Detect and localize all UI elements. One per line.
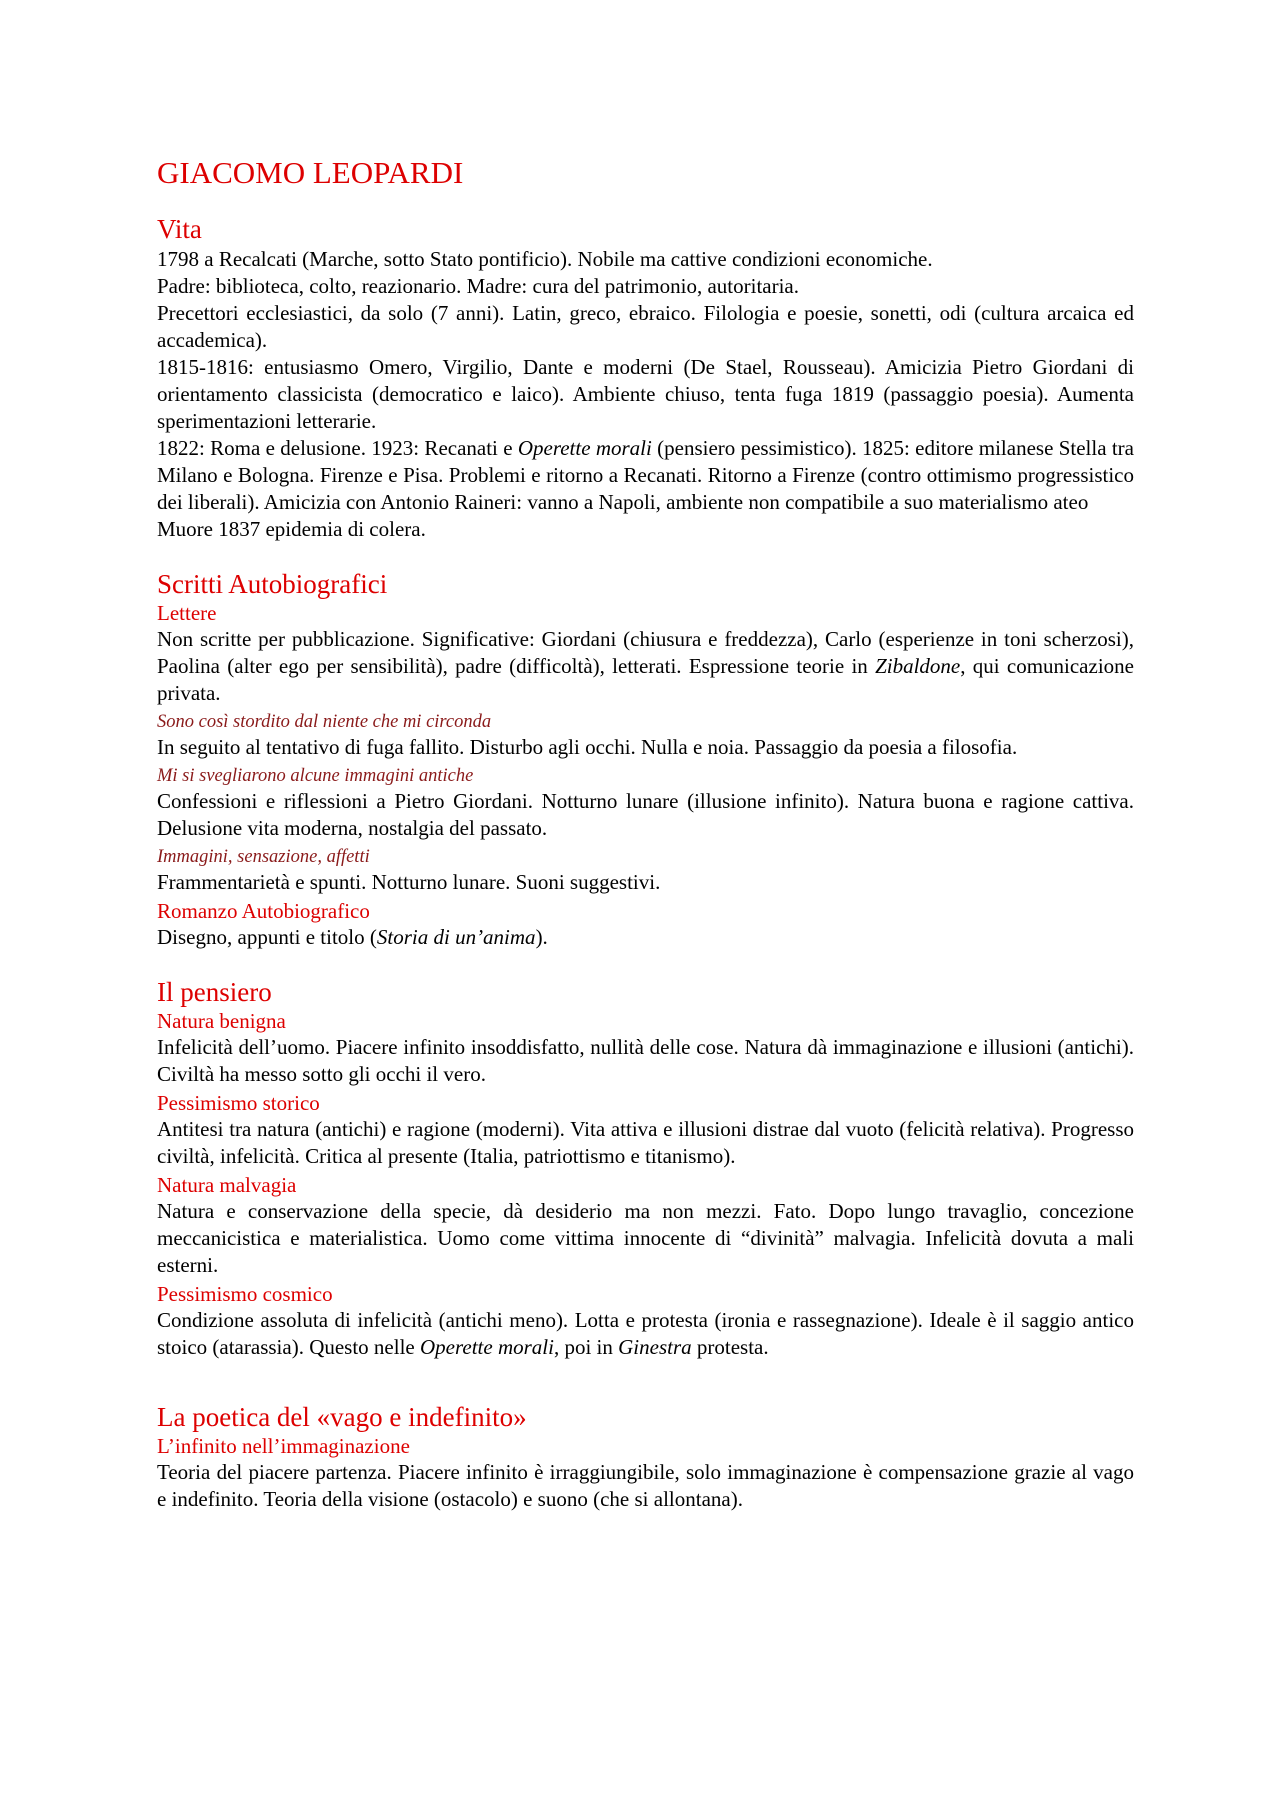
subsection-natura-malvagia <box>157 1173 1134 1279</box>
vita-paragraph-6: Muore 1837 epidemia di colera. <box>157 517 426 541</box>
subsection-immagini <box>157 845 1134 896</box>
lettere-text-c: , qui comunicazione privata. <box>157 654 1134 705</box>
section-heading-pensiero: Il pensiero <box>157 977 272 1007</box>
document-title: GIACOMO LEOPARDI <box>157 155 464 190</box>
subheading-pessimismo-cosmico: Pessimismo cosmico <box>157 1282 333 1306</box>
lettere-title-zibaldone: Zibaldone <box>875 654 961 678</box>
subsection-stordito <box>157 710 1134 761</box>
subsection-lettere <box>157 601 1134 707</box>
quote-heading-stordito: Sono così stordito dal niente che mi circonda <box>157 712 492 732</box>
svegliarono-paragraph: Confessioni e riflessioni a Pietro Giordani. Notturno lunare (illusione infinito). Natura buona e ragione cattiva. Delusione vita moderna, nostalgia del passato. <box>157 789 1134 840</box>
pessimismo-cosmico-paragraph <box>157 1307 1134 1361</box>
vita-p5-title-operette: Operette morali <box>517 436 652 460</box>
vita-paragraph-3: Precettori ecclesiastici, da solo (7 anni). Latin, greco, ebraico. Filologia e poesie, sonetti, odi (cultura arcaica ed accademica). <box>157 301 1134 352</box>
vita-paragraph-2: Padre: biblioteca, colto, reazionario. Madre: cura del patrimonio, autoritaria. <box>157 274 799 298</box>
quote-heading-immagini: Immagini, sensazione, affetti <box>157 847 370 867</box>
section-heading-poetica: La poetica del «vago e indefinito» <box>157 1402 527 1432</box>
document-page <box>157 155 1134 1538</box>
subsection-romanzo <box>157 899 1134 951</box>
subheading-lettere: Lettere <box>157 601 217 625</box>
section-heading-scritti: Scritti Autobiografici <box>157 569 388 599</box>
vita-body <box>157 246 1134 543</box>
stordito-paragraph: In seguito al tentativo di fuga fallito. Disturbo agli occhi. Nulla e noia. Passaggio da poesia a filosofia. <box>157 735 1018 759</box>
romanzo-text-a: Disegno, appunti e titolo ( <box>157 925 377 949</box>
lettere-paragraph <box>157 626 1134 707</box>
section-vita <box>157 213 1134 543</box>
vita-paragraph-4: 1815-1816: entusiasmo Omero, Virgilio, Dante e moderni (De Stael, Rousseau). Amicizia Pietro Giordani di orientamento classicista (democratico e laico). Ambiente chiuso, tenta fuga 1819 (passaggio poesia). Aumenta sperimentazioni letterarie. <box>157 355 1134 433</box>
vita-paragraph-5 <box>157 435 1134 516</box>
subheading-natura-malvagia: Natura malvagia <box>157 1173 297 1197</box>
vita-p5-text-c: (pensiero pessimistico). 1825: editore milanese Stella tra Milano e Bologna. Firenze e Pisa. Problemi e ritorno a Recanati. Ritorno a Firenze (contro ottimismo progressistico dei liberali). Amicizia con Antonio Raineri: vanno a Napoli, ambiente non compatibile a suo materialismo ateo <box>157 436 1134 514</box>
lettere-text-a: Non scritte per pubblicazione. Significative: Giordani (chiusura e freddezza), Carlo (esperienze in toni scherzosi), Paolina (alter ego per sensibilità), padre (difficoltà), letterati. Espressione teorie in <box>157 627 1134 678</box>
vita-paragraph-1: 1798 a Recalcati (Marche, sotto Stato pontificio). Nobile ma cattive condizioni economiche. <box>157 247 933 271</box>
subsection-pessimismo-storico <box>157 1091 1134 1170</box>
cosmico-title-operette: Operette morali <box>420 1335 554 1359</box>
section-scritti-autobiografici <box>157 568 1134 951</box>
section-il-pensiero <box>157 976 1134 1361</box>
romanzo-paragraph <box>157 924 1134 951</box>
infinito-immaginazione-paragraph: Teoria del piacere partenza. Piacere infinito è irraggiungibile, solo immaginazione è compensazione grazie al vago e indefinito. Teoria della visione (ostacolo) e suono (che si allontana). <box>157 1460 1134 1511</box>
subheading-pessimismo-storico: Pessimismo storico <box>157 1091 320 1115</box>
subheading-natura-benigna: Natura benigna <box>157 1009 286 1033</box>
natura-benigna-paragraph: Infelicità dell’uomo. Piacere infinito insoddisfatto, nullità delle cose. Natura dà immaginazione e illusioni (antichi). Civiltà ha messo sotto gli occhi il vero. <box>157 1035 1134 1086</box>
romanzo-text-c: ). <box>535 925 548 949</box>
pessimismo-storico-paragraph: Antitesi tra natura (antichi) e ragione (moderni). Vita attiva e illusioni distrae dal vuoto (felicità relativa). Progresso civiltà, infelicità. Critica al presente (Italia, patriottismo e titanismo). <box>157 1117 1134 1168</box>
subheading-infinito-immaginazione: L’infinito nell’immaginazione <box>157 1434 410 1458</box>
subsection-svegliarono <box>157 764 1134 842</box>
section-poetica <box>157 1401 1134 1513</box>
cosmico-title-ginestra: Ginestra <box>618 1335 692 1359</box>
quote-heading-svegliarono: Mi si svegliarono alcune immagini antiche <box>157 766 474 786</box>
subheading-romanzo: Romanzo Autobiografico <box>157 899 370 923</box>
immagini-paragraph: Frammentarietà e spunti. Notturno lunare. Suoni suggestivi. <box>157 870 661 894</box>
cosmico-text-e: protesta. <box>691 1335 769 1359</box>
section-heading-vita: Vita <box>157 214 202 244</box>
subsection-infinito-immaginazione <box>157 1434 1134 1513</box>
cosmico-text-c: , poi in <box>553 1335 619 1359</box>
cosmico-text-a: Condizione assoluta di infelicità (antichi meno). Lotta e protesta (ironia e rassegnazione). Ideale è il saggio antico stoico (atarassia). Questo nelle <box>157 1308 1134 1359</box>
subsection-pessimismo-cosmico <box>157 1282 1134 1361</box>
romanzo-title-storia: Storia di un’anima <box>376 925 536 949</box>
subsection-natura-benigna <box>157 1009 1134 1088</box>
natura-malvagia-paragraph: Natura e conservazione della specie, dà desiderio ma non mezzi. Fato. Dopo lungo travaglio, concezione meccanicistica e materialistica. Uomo come vittima innocente di “divinità” malvagia. Infelicità dovuta a mali esterni. <box>157 1199 1134 1277</box>
vita-p5-text-a: 1822: Roma e delusione. 1923: Recanati e <box>157 436 518 460</box>
